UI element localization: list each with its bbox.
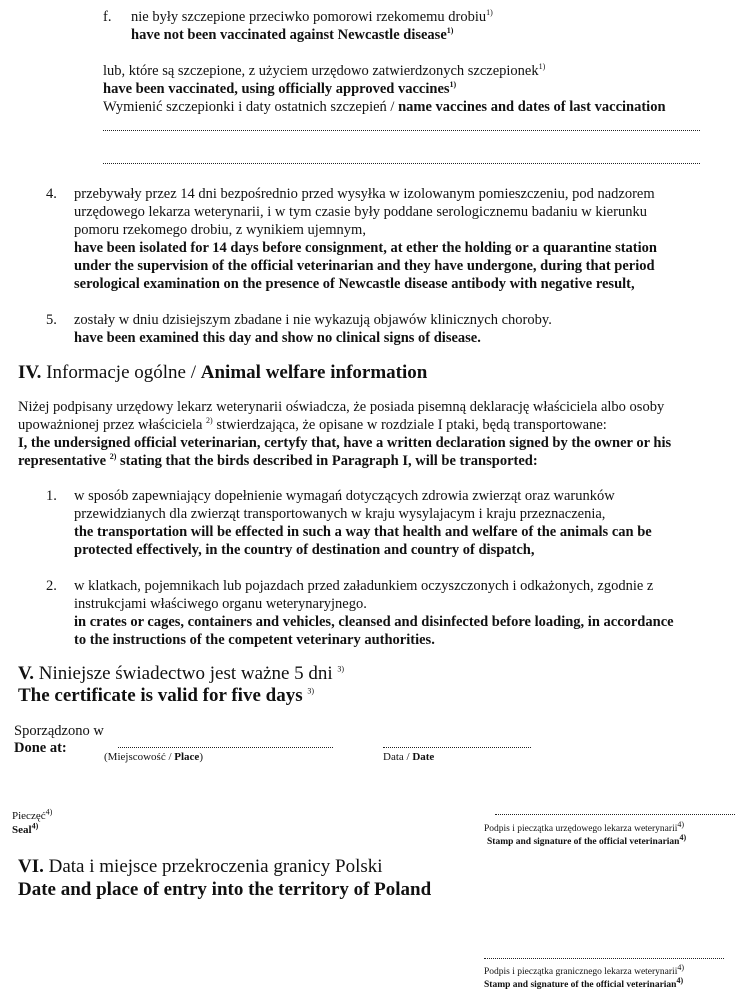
item-4-pl-2: urzędowego lekarza weterynarii, i w tym czasie były poddane serologicznemu badaniu w kierunku xyxy=(74,204,647,220)
place-field[interactable] xyxy=(118,747,333,748)
item-5-number: 5. xyxy=(46,312,57,328)
seal-label-en: Seal$^{4)}$ xyxy=(12,821,39,836)
iv-item-1-pl-1: w sposób zapewniający dopełnienie wymagań dotyczących zdrowia zwierząt oraz warunków xyxy=(74,488,615,504)
official-signature-line[interactable] xyxy=(495,814,735,815)
done-at-label-en: Done at: xyxy=(14,740,67,756)
iv-item-1-en-1: the transportation will be effected in such a way that health and welfare of the animals can be xyxy=(74,524,652,540)
iv-item-2-en-2: to the instructions of the competent veterinary authorities. xyxy=(74,632,435,648)
iv-item-1-number: 1. xyxy=(46,488,57,504)
vacc-en: have been vaccinated, using officially approved vaccines$^{1)}$ xyxy=(103,80,457,97)
section-iv-en-2: representative $^{2)}$ stating that the birds described in Paragraph I, will be transported: xyxy=(18,452,538,469)
official-signature-caption-en: Stamp and signature of the official veterinarian$^{4)}$ xyxy=(487,832,687,847)
iv-item-2-pl-1: w klatkach, pojemnikach lub pojazdach przed załadunkiem oczyszczonych i odkażonych, zgodnie z xyxy=(74,578,654,594)
section-iv-pl-2: upoważnionej przez właściciela $^{2)}$ stwierdzająca, że opisane w rozdziale I ptaki, będą transportowane: xyxy=(18,416,607,433)
section-vi-heading-en: Date and place of entry into the territory of Poland xyxy=(18,879,432,900)
border-vet-signature-line[interactable] xyxy=(484,958,724,959)
seal-label-pl: Pieczęć$^{4)}$ xyxy=(12,807,53,822)
item-5-en: have been examined this day and show no clinical signs of disease. xyxy=(74,330,481,346)
date-caption: Data / Date xyxy=(383,751,435,763)
item-5-pl: zostały w dniu dzisiejszym zbadane i nie wykazują objawów klinicznych choroby. xyxy=(74,312,552,328)
vacc-fill-line-1 xyxy=(103,130,700,131)
item-4-en-3: serological examination on the presence of Newcastle disease antibody with negative result, xyxy=(74,276,635,292)
item-4-en-1: have been isolated for 14 days before consignment, at ether the holding or a quarantine station xyxy=(74,240,657,256)
section-vi-heading-pl: VI. Data i miejsce przekroczenia granicy Polski xyxy=(18,856,383,877)
item-f-en: have not been vaccinated against Newcastle disease$^{1)}$ xyxy=(131,26,454,43)
section-v-heading-en: The certificate is valid for five days $^{3)}$ xyxy=(18,685,315,706)
section-iv-pl-1: Niżej podpisany urzędowy lekarz weterynarii oświadcza, że posiada pisemną deklarację właściciela albo osoby xyxy=(18,399,665,415)
iv-item-1-en-2: protected effectively, in the country of destination and country of dispatch, xyxy=(74,542,535,558)
iv-item-2-pl-2: instrukcjami właściwego organu weterynaryjnego. xyxy=(74,596,367,612)
item-4-pl-3: pomoru rzekomego drobiu, z wynikiem ujemnym, xyxy=(74,222,366,238)
iv-item-1-pl-2: przewidzianych dla zwierząt transportowanych w kraju wysylajacym i kraju przeznaczenia, xyxy=(74,506,606,522)
section-v-heading-pl: V. Niniejsze świadectwo jest ważne 5 dni $^{3)}$ xyxy=(18,663,345,684)
item-f-pl: nie były szczepione przeciwko pomorowi rzekomemu drobiu$^{1)}$ xyxy=(131,8,493,25)
item-f-letter: f. xyxy=(103,9,112,25)
item-4-pl-1: przebywały przez 14 dni bezpośrednio przed wysyłka w izolowanym pomieszczeniu, pod nadzorem xyxy=(74,186,655,202)
item-4-number: 4. xyxy=(46,186,57,202)
vacc-fill-line-2 xyxy=(103,163,700,164)
iv-item-2-number: 2. xyxy=(46,578,57,594)
official-signature-caption-pl: Podpis i pieczątka urzędowego lekarza weterynarii$^{4)}$ xyxy=(484,819,685,834)
iv-item-2-en-1: in crates or cages, containers and vehicles, cleansed and disinfected before loading, in accordance xyxy=(74,614,674,630)
date-field[interactable] xyxy=(383,747,531,748)
vacc-list-label: Wymienić szczepionki i daty ostatnich szczepień / name vaccines and dates of last vaccination xyxy=(103,99,666,115)
border-vet-caption-en: Stamp and signature of the official veterinarian$^{4)}$ xyxy=(484,975,684,990)
done-at-label-pl: Sporządzono w xyxy=(14,723,104,739)
section-iv-en-1: I, the undersigned official veterinarian, certyfy that, have a written declaration signed by the owner or his xyxy=(18,435,672,451)
vacc-pl: lub, które są szczepione, z użyciem urzędowo zatwierdzonych szczepionek$^{1)}$ xyxy=(103,62,546,79)
item-4-en-2: under the supervision of the official veterinarian and they have undergone, during that period xyxy=(74,258,655,274)
section-iv-heading: IV. Informacje ogólne / Animal welfare information xyxy=(18,362,428,383)
place-caption: (Miejscowość / Place) xyxy=(104,751,203,763)
border-vet-caption-pl: Podpis i pieczątka granicznego lekarza weterynarii$^{4)}$ xyxy=(484,962,685,977)
